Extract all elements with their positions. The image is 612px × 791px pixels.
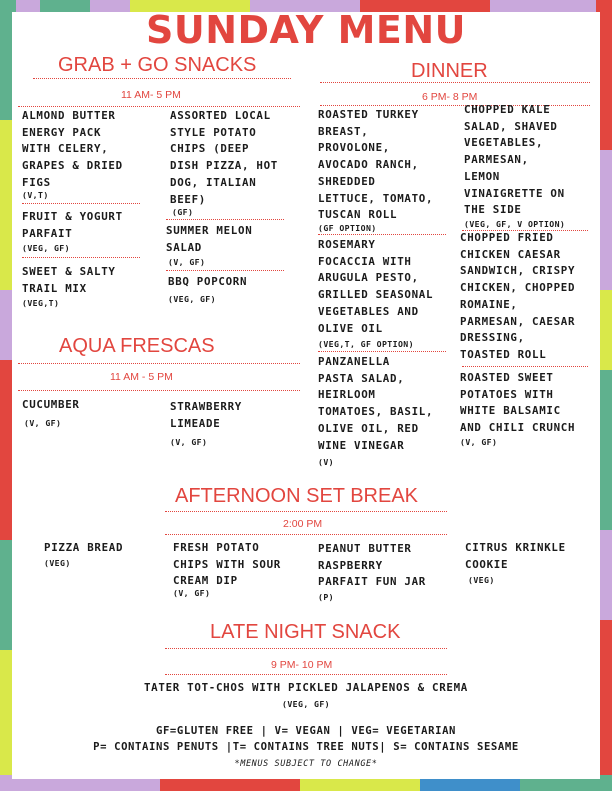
diet-tag: (V): [318, 457, 334, 467]
dinner-heading: DINNER: [411, 60, 488, 82]
grab-go-heading: GRAB + GO SNACKS: [58, 54, 257, 76]
menu-item: BBQ POPCORN: [168, 275, 248, 288]
diet-tag: (VEG,T): [22, 298, 60, 308]
disclaimer-note: *MENUS SUBJECT TO CHANGE*: [234, 759, 378, 769]
divider: [166, 219, 284, 220]
menu-item: ROASTED SWEET POTATOES WITH WHITE BALSAMIC AND CHILI CRUNCH: [460, 371, 576, 435]
menu-item: SUMMER MELON SALAD: [166, 224, 253, 254]
menu-item: TATER TOT-CHOS WITH PICKLED JALAPENOS & CREMA: [143, 681, 468, 694]
late-night-heading: LATE NIGHT SNACK: [210, 621, 401, 643]
diet-tag: (GF OPTION): [318, 223, 377, 233]
diet-tag: (V,T): [22, 190, 49, 200]
divider: [166, 270, 284, 271]
diet-tag: (V, GF): [170, 437, 208, 447]
aqua-time: 11 AM - 5 PM: [110, 371, 173, 383]
diet-tag: (VEG, GF, V OPTION): [464, 219, 566, 229]
menu-item: FRESH POTATO CHIPS WITH SOUR CREAM DIP: [173, 541, 282, 588]
menu-item: ROSEMARY FOCACCIA WITH ARUGULA PESTO, GRILLED SEASONAL VEGETABLES AND OLIVE OIL: [318, 238, 434, 335]
diet-tag: (V, GF): [460, 437, 498, 447]
menu-item: STRAWBERRY LIMEADE: [170, 400, 243, 430]
diet-tag: (V, GF): [168, 257, 206, 267]
menu-item: ASSORTED LOCAL STYLE POTATO CHIPS (DEEP DISH PIZZA, HOT DOG, ITALIAN BEEF): [170, 109, 279, 206]
menu-item: PIZZA BREAD: [44, 541, 124, 554]
divider: [22, 257, 140, 258]
diet-tag: (P): [318, 592, 334, 602]
page-title: SUNDAY MENU: [145, 8, 467, 52]
late-night-time: 9 PM- 10 PM: [271, 659, 333, 671]
divider: [318, 234, 446, 235]
menu-item: CHOPPED KALE SALAD, SHAVED VEGETABLES, PARMESAN, LEMON VINAIGRETTE ON THE SIDE: [464, 103, 565, 217]
divider: [318, 351, 446, 352]
diet-tag: (VEG, GF): [282, 699, 330, 709]
diet-tag: (VEG): [468, 575, 495, 585]
diet-tag: (VEG,T, GF OPTION): [318, 339, 414, 349]
divider: [18, 363, 300, 364]
menu-item: CHOPPED FRIED CHICKEN CAESAR SANDWICH, CRISPY CHICKEN, CHOPPED ROMAINE, PARMESAN, CAESAR DRESSING, TOASTED ROLL: [460, 231, 576, 361]
afternoon-time: 2:00 PM: [283, 518, 323, 530]
menu-item: FRUIT & YOGURT PARFAIT: [22, 210, 123, 240]
diet-tag: (GF): [172, 207, 194, 217]
divider: [18, 106, 300, 107]
menu-item: SWEET & SALTY TRAIL MIX: [22, 265, 116, 295]
diet-tag: (V, GF): [24, 418, 62, 428]
aqua-heading: AQUA FRESCAS: [59, 335, 215, 357]
legend-line-2: P= CONTAINS PENUTS |T= CONTAINS TREE NUTS| S= CONTAINS SESAME: [93, 741, 519, 753]
grab-go-time: 11 AM- 5 PM: [121, 89, 181, 101]
diet-tag: (V, GF): [173, 588, 211, 598]
diet-tag: (VEG): [44, 558, 71, 568]
dinner-time: 6 PM- 8 PM: [422, 91, 478, 103]
diet-tag: (VEG, GF): [22, 243, 70, 253]
menu-item: PEANUT BUTTER RASPBERRY PARFAIT FUN JAR: [318, 542, 427, 589]
menu-item: CUCUMBER: [22, 398, 80, 411]
divider: [462, 366, 588, 367]
afternoon-heading: AFTERNOON SET BREAK: [175, 485, 419, 507]
divider: [165, 534, 447, 535]
menu-item: ALMOND BUTTER ENERGY PACK WITH CELERY, GRAPES & DRIED FIGS: [22, 109, 123, 189]
divider: [165, 511, 447, 512]
divider: [18, 390, 300, 391]
menu-item: PANZANELLA PASTA SALAD, HEIRLOOM TOMATOES, BASIL, OLIVE OIL, RED WINE VINEGAR: [318, 355, 434, 452]
divider: [33, 78, 291, 79]
divider: [320, 82, 590, 83]
legend-line-1: GF=GLUTEN FREE | V= VEGAN | VEG= VEGETARIAN: [155, 725, 457, 737]
menu-item: ROASTED TURKEY BREAST, PROVOLONE, AVOCADO RANCH, SHREDDED LETTUCE, TOMATO, TUSCAN ROLL: [318, 108, 434, 222]
diet-tag: (VEG, GF): [168, 294, 216, 304]
divider: [22, 203, 140, 204]
divider: [165, 674, 447, 675]
menu-item: CITRUS KRINKLE COOKIE: [465, 541, 566, 571]
divider: [165, 648, 447, 649]
